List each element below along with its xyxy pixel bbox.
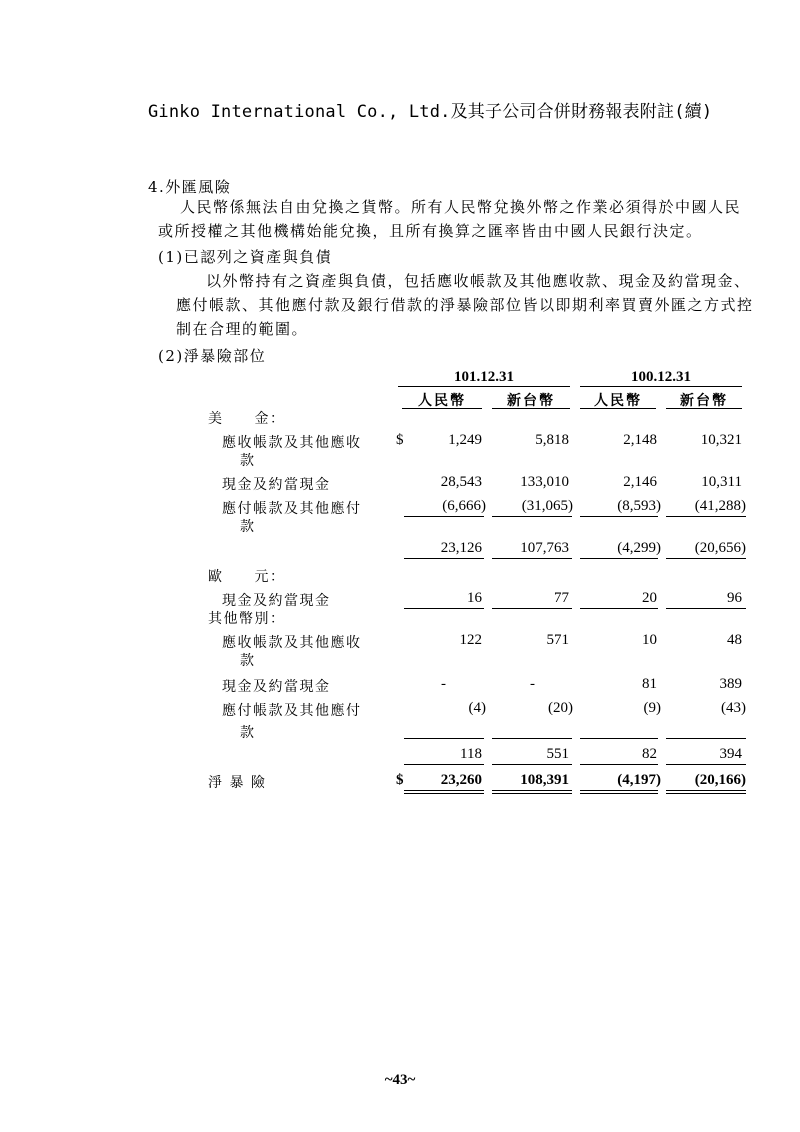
currency-header: 新台幣 [507, 393, 555, 409]
row-label: 應收帳款及其他應收 [222, 635, 362, 651]
row-label: 應付帳款及其他應付 [222, 501, 362, 517]
cell: 107,763 [520, 540, 569, 556]
grand-total-rule [580, 790, 658, 794]
cell: 23,260 [440, 772, 482, 788]
total-rule [666, 516, 746, 517]
paragraph-line: 人民幣係無法自由兌換之貨幣。所有人民幣兌換外幣之作業必須得於中國人民 [180, 198, 742, 216]
grand-total-rule [404, 790, 484, 794]
header-rule [398, 386, 570, 387]
currency-rule [666, 408, 742, 409]
cell: 96 [727, 590, 742, 606]
total-rule [404, 738, 484, 739]
subsection-title: (2)淨暴險部位 [158, 347, 267, 365]
row-label: 現金及約當現金 [222, 679, 331, 695]
subtotal-rule [404, 608, 484, 609]
subtotal-rule [492, 764, 572, 765]
row-label-cont: 款 [240, 725, 256, 741]
currency-header: 人民幣 [418, 393, 466, 409]
cell: 2,146 [623, 474, 657, 490]
subtotal-rule [404, 764, 484, 765]
cell: 77 [554, 590, 569, 606]
subtotal-rule [580, 764, 658, 765]
cell: 108,391 [520, 772, 569, 788]
paragraph-line: 或所授權之其他機構始能兌換，且所有換算之匯率皆由中國人民銀行決定。 [158, 222, 703, 240]
cell: 48 [727, 632, 742, 648]
currency-header: 人民幣 [594, 393, 642, 409]
cell: - [441, 676, 446, 692]
cell: 389 [719, 676, 742, 692]
cell: 133,010 [520, 474, 569, 490]
row-label-cont: 款 [240, 453, 256, 469]
net-exposure-label: 淨 暴 險 [208, 775, 267, 791]
paragraph-line: 制在合理的範圍。 [176, 320, 309, 338]
cell: 10,311 [701, 474, 742, 490]
subtotal-rule [666, 558, 746, 559]
cell: (4,197) [617, 772, 661, 788]
subtotal-rule [666, 608, 746, 609]
cell: 5,818 [535, 432, 569, 448]
cell: 122 [459, 632, 482, 648]
cell: 551 [546, 746, 569, 762]
row-label-cont: 款 [240, 653, 256, 669]
subtotal-rule [492, 558, 572, 559]
cell: 1,249 [448, 432, 482, 448]
subtotal-rule [492, 608, 572, 609]
currency-rule [492, 408, 570, 409]
cell: 16 [467, 590, 482, 606]
currency-header: 新台幣 [680, 393, 728, 409]
cell: - [530, 676, 535, 692]
total-rule [580, 738, 658, 739]
paragraph-line: 應付帳款、其他應付款及銀行借款的淨暴險部位皆以即期利率買賣外匯之方式控 [176, 296, 754, 314]
currency-rule [402, 408, 482, 409]
cell: (20,166) [694, 772, 746, 788]
page-number: ~43~ [384, 1072, 416, 1088]
period-header: 100.12.31 [631, 369, 691, 385]
row-label: 現金及約當現金 [222, 593, 331, 609]
cell: 82 [642, 746, 657, 762]
row-label: 現金及約當現金 [222, 477, 331, 493]
cell: 2,148 [623, 432, 657, 448]
page-header: Ginko International Co., Ltd.及其子公司合併財務報表附註(續) [148, 102, 713, 122]
cell: (31,065) [521, 498, 573, 514]
header-rule [580, 386, 742, 387]
total-rule [492, 516, 572, 517]
cell: (8,593) [617, 498, 661, 514]
cell: 571 [546, 632, 569, 648]
currency-symbol: $ [396, 432, 404, 448]
subtotal-rule [580, 558, 658, 559]
subtotal-rule [404, 558, 484, 559]
row-label: 應付帳款及其他應付 [222, 703, 362, 719]
group-label-other: 其他幣別： [208, 611, 286, 627]
total-rule [492, 738, 572, 739]
section-title: 4.外匯風險 [148, 178, 232, 196]
subsection-title: (1)已認列之資產與負債 [158, 248, 333, 266]
cell: 81 [642, 676, 657, 692]
cell: 394 [719, 746, 742, 762]
cell: (41,288) [694, 498, 746, 514]
cell: (43) [721, 700, 746, 716]
cell: 118 [460, 746, 482, 762]
cell: 23,126 [440, 540, 482, 556]
cell: 20 [642, 590, 657, 606]
cell: 10,321 [700, 432, 742, 448]
cell: (20) [548, 700, 573, 716]
row-label-cont: 款 [240, 519, 256, 535]
grand-total-rule [666, 790, 746, 794]
cell: (9) [643, 700, 661, 716]
currency-rule [580, 408, 656, 409]
cell: (4,299) [617, 540, 661, 556]
group-label-usd: 美 金： [208, 411, 286, 427]
group-label-eur: 歐 元： [208, 569, 286, 585]
subtotal-rule [580, 608, 658, 609]
cell: (20,656) [694, 540, 746, 556]
subtotal-rule [666, 764, 746, 765]
total-rule [404, 516, 484, 517]
currency-symbol: $ [396, 772, 404, 788]
cell: (6,666) [442, 498, 486, 514]
total-rule [666, 738, 746, 739]
cell: 28,543 [440, 474, 482, 490]
paragraph-line: 以外幣持有之資產與負債，包括應收帳款及其他應收款、現金及約當現金、 [206, 272, 751, 290]
total-rule [580, 516, 658, 517]
cell: 10 [642, 632, 657, 648]
row-label: 應收帳款及其他應收 [222, 435, 362, 451]
period-header: 101.12.31 [454, 369, 514, 385]
cell: (4) [468, 700, 486, 716]
grand-total-rule [492, 790, 572, 794]
